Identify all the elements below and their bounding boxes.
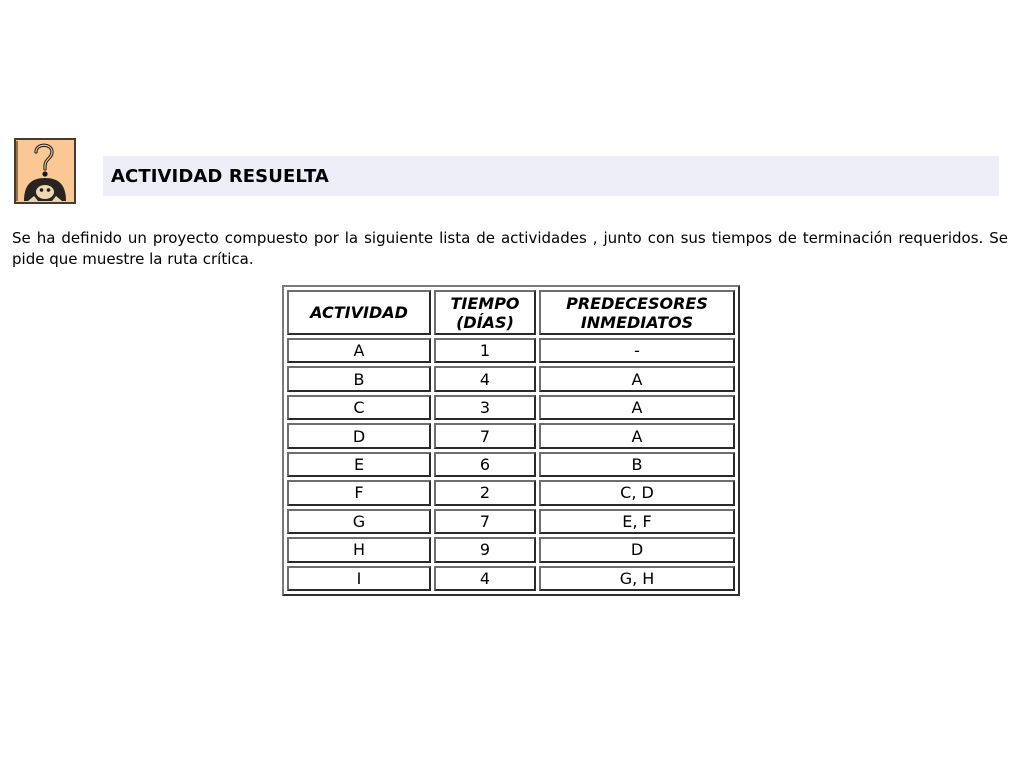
activities-table (282, 285, 740, 596)
table-row (287, 480, 735, 505)
cell-activity: A (287, 338, 431, 363)
cell-predecessors: B (539, 452, 735, 477)
cell-time: 6 (434, 452, 536, 477)
cell-predecessors: D (539, 537, 735, 562)
cell-time: 1 (434, 338, 536, 363)
cell-time: 4 (434, 366, 536, 391)
cell-predecessors: A (539, 423, 735, 448)
cell-predecessors: A (539, 395, 735, 420)
header-actividad: ACTIVIDAD (287, 290, 431, 335)
cell-activity: D (287, 423, 431, 448)
table-header-row (287, 290, 735, 335)
cell-activity: F (287, 480, 431, 505)
table-row (287, 338, 735, 363)
cell-time: 2 (434, 480, 536, 505)
cell-time: 4 (434, 566, 536, 592)
cell-activity: G (287, 509, 431, 534)
cell-activity: E (287, 452, 431, 477)
cell-time: 7 (434, 423, 536, 448)
cell-predecessors: E, F (539, 509, 735, 534)
table-row (287, 566, 735, 592)
table-row (287, 509, 735, 534)
cell-activity: B (287, 366, 431, 391)
cell-time: 3 (434, 395, 536, 420)
header-tiempo: TIEMPO (DÍAS) (434, 290, 536, 335)
cell-activity: I (287, 566, 431, 592)
table-row (287, 452, 735, 477)
cell-time: 7 (434, 509, 536, 534)
intro-text: Se ha definido un proyecto compuesto por la siguiente lista de actividades , junto con sus tiempos de terminación requeridos. Se pide que muestre la ruta crítica. (12, 229, 1008, 268)
cell-activity: H (287, 537, 431, 562)
table-row (287, 537, 735, 562)
question-person-icon (14, 138, 76, 204)
page-title: ACTIVIDAD RESUELTA (103, 156, 999, 196)
cell-predecessors: C, D (539, 480, 735, 505)
cell-predecessors: - (539, 338, 735, 363)
cell-activity: C (287, 395, 431, 420)
table-row (287, 366, 735, 391)
header-predecesores: PREDECESORES INMEDIATOS (539, 290, 735, 335)
cell-predecessors: A (539, 366, 735, 391)
table-row (287, 423, 735, 448)
cell-time: 9 (434, 537, 536, 562)
cell-predecessors: G, H (539, 566, 735, 592)
table-row (287, 395, 735, 420)
